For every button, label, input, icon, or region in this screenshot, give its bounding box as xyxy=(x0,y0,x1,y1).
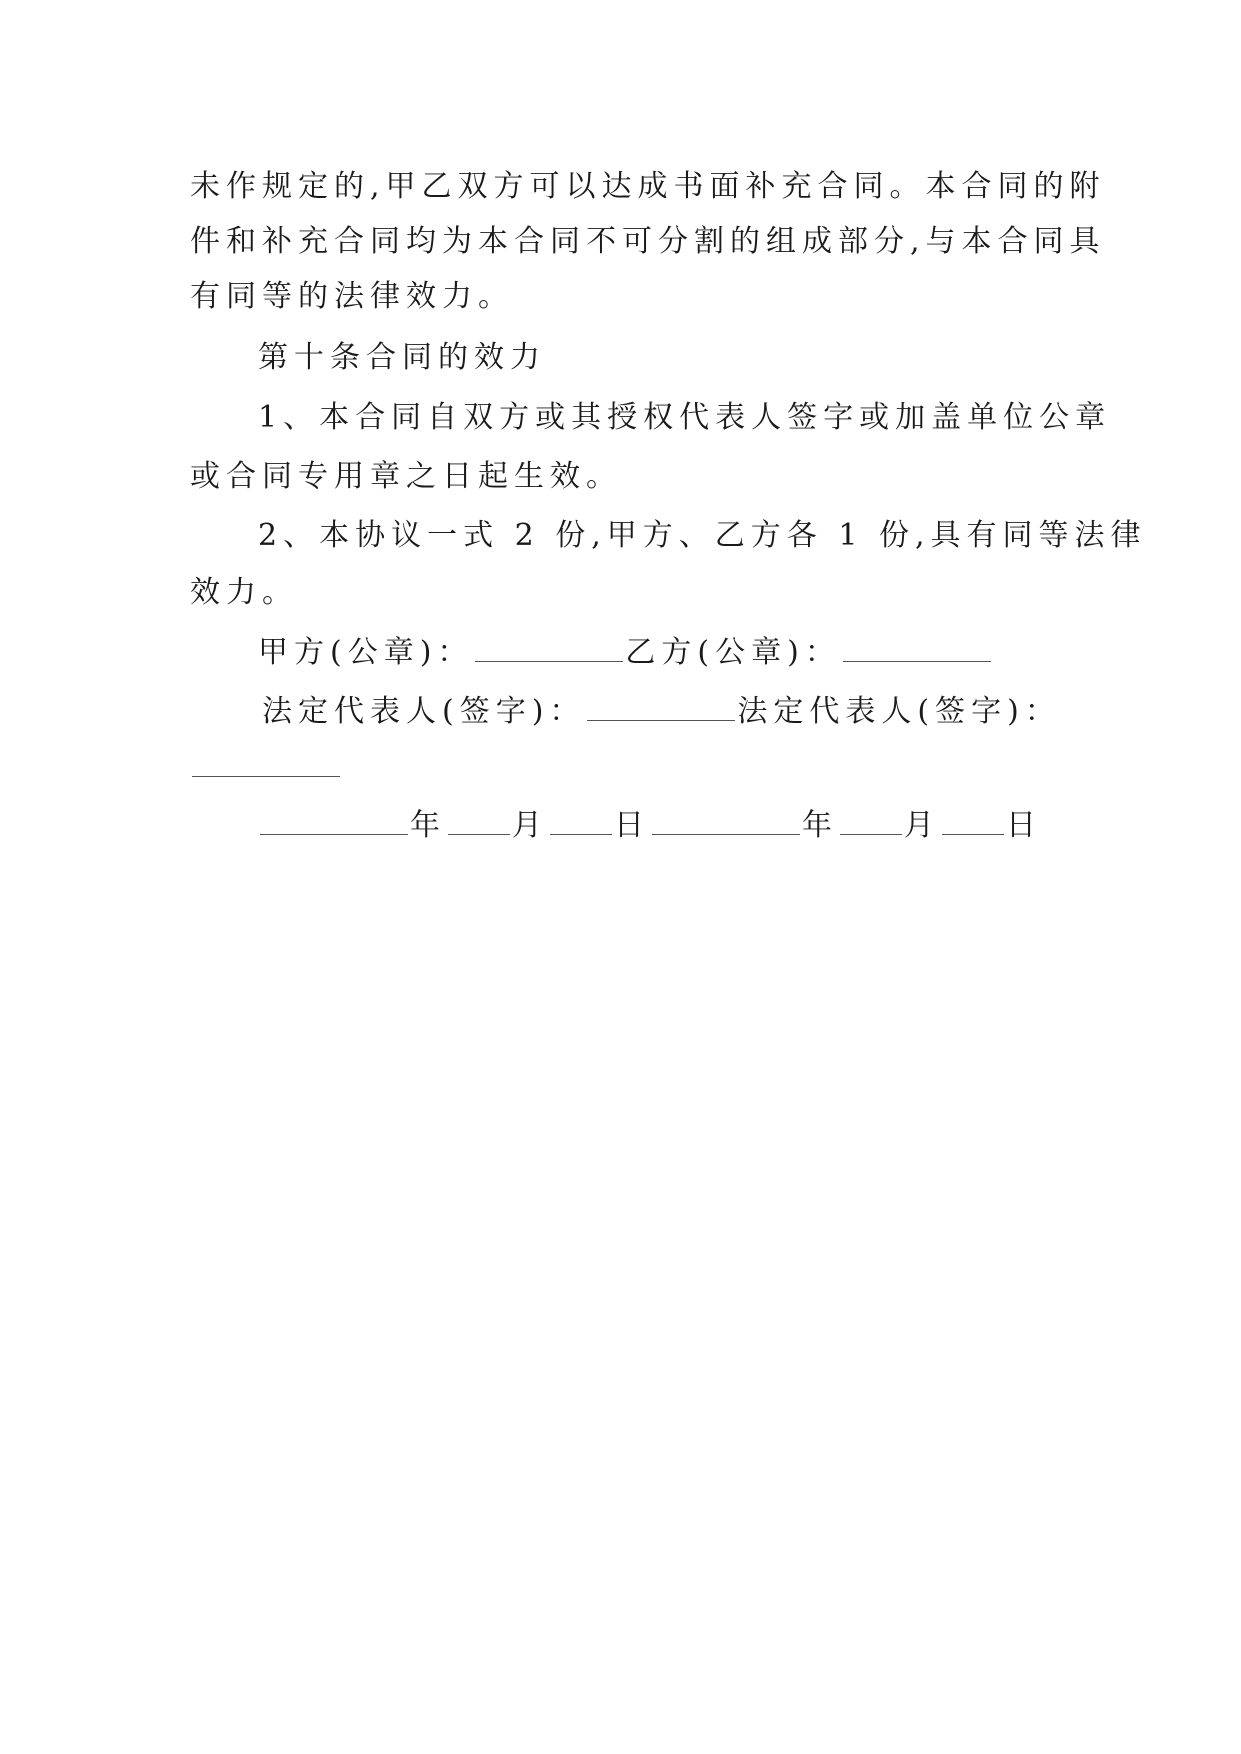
legal-rep-a-label: 法定代表人(签字)： xyxy=(262,694,586,729)
party-b-month-blank[interactable] xyxy=(840,810,902,835)
day-label: 日 xyxy=(614,808,650,843)
day-label: 日 xyxy=(1006,808,1042,843)
party-b-year-blank[interactable] xyxy=(652,810,800,835)
article-title: 第十条合同的效力 xyxy=(258,340,546,375)
year-label: 年 xyxy=(410,808,446,843)
legal-rep-a-blank[interactable] xyxy=(587,696,735,721)
clause-line: 2、本协议一式 2 份,甲方、乙方各 1 份,具有同等法律 xyxy=(258,518,1147,553)
clause-line: 1、本合同自双方或其授权代表人签字或加盖单位公章 xyxy=(258,400,1112,435)
legal-rep-b-line xyxy=(190,748,342,788)
legal-rep-b-label: 法定代表人(签字)： xyxy=(737,694,1061,729)
paragraph-line: 件和补充合同均为本合同不可分割的组成部分,与本合同具 xyxy=(190,224,1106,259)
party-b-seal-label: 乙方(公章)： xyxy=(625,635,841,670)
year-label: 年 xyxy=(802,808,838,843)
party-b-seal-blank[interactable] xyxy=(843,637,991,662)
month-label: 月 xyxy=(512,808,548,843)
party-a-seal-blank[interactable] xyxy=(475,637,623,662)
party-a-month-blank[interactable] xyxy=(448,810,510,835)
party-a-seal-label: 甲方(公章)： xyxy=(258,635,474,670)
month-label: 月 xyxy=(904,808,940,843)
seal-line xyxy=(258,633,993,673)
legal-rep-line xyxy=(262,692,1061,732)
party-a-day-blank[interactable] xyxy=(550,810,612,835)
legal-rep-b-blank[interactable] xyxy=(192,752,340,777)
party-b-day-blank[interactable] xyxy=(942,810,1004,835)
clause-line: 效力。 xyxy=(190,575,298,610)
date-line xyxy=(258,806,1042,846)
paragraph-line: 未作规定的,甲乙双方可以达成书面补充合同。本合同的附 xyxy=(190,169,1106,204)
party-a-year-blank[interactable] xyxy=(260,810,408,835)
clause-line: 或合同专用章之日起生效。 xyxy=(190,459,622,494)
paragraph-line: 有同等的法律效力。 xyxy=(190,279,514,314)
